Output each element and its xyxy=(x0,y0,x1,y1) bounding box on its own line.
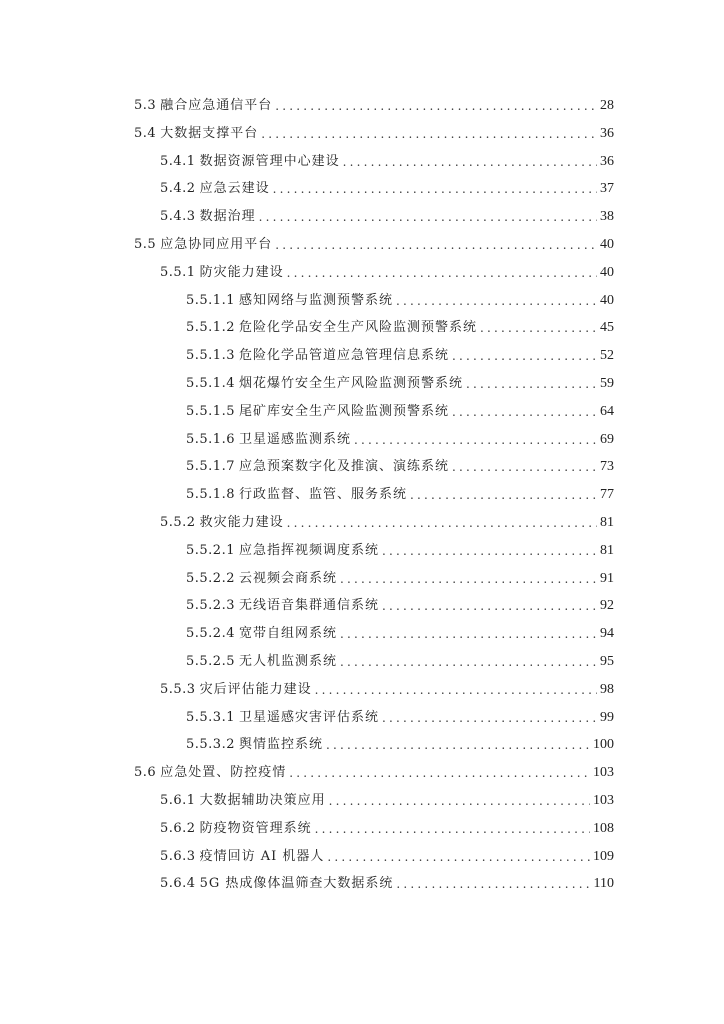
toc-dot-leader xyxy=(287,515,597,531)
toc-entry-number: 5.5.3.1 xyxy=(186,709,235,725)
toc-entry[interactable] xyxy=(186,396,614,420)
toc-entry-number: 5.5.3 xyxy=(160,681,196,697)
toc-entry-page-number: 81 xyxy=(600,542,614,558)
toc-dot-leader xyxy=(382,543,597,559)
toc-dot-leader xyxy=(382,598,597,614)
toc-dot-leader xyxy=(354,432,597,448)
toc-entry[interactable] xyxy=(134,229,614,253)
toc-entry[interactable] xyxy=(160,173,614,197)
toc-entry-page-number: 59 xyxy=(600,376,614,391)
toc-dot-leader xyxy=(287,265,597,281)
toc-entry-title: 灾后评估能力建设 xyxy=(199,681,312,697)
toc-entry-title: 融合应急通信平台 xyxy=(160,98,273,113)
toc-entry-number: 5.6 xyxy=(134,765,157,781)
toc-entry-page-number: 36 xyxy=(600,125,614,141)
toc-entry-page-number: 40 xyxy=(600,237,614,252)
toc-dot-leader xyxy=(410,487,597,503)
toc-entry[interactable] xyxy=(160,201,614,225)
toc-entry-number: 5.5.3.2 xyxy=(186,737,235,753)
toc-dot-leader xyxy=(326,737,590,753)
toc-dot-leader xyxy=(261,126,597,142)
toc-dot-leader xyxy=(382,710,597,726)
toc-dot-leader xyxy=(273,181,597,197)
toc-entry-title: 应急预案数字化及推演、演练系统 xyxy=(238,459,449,475)
toc-entry-page-number: 40 xyxy=(600,292,614,308)
toc-entry-page-number: 38 xyxy=(600,209,614,225)
toc-entry-title: 救灾能力建设 xyxy=(199,515,284,530)
toc-dot-leader xyxy=(340,626,597,642)
toc-entry[interactable] xyxy=(134,90,614,114)
toc-dot-leader xyxy=(327,849,590,865)
toc-entry-number: 5.4 xyxy=(134,125,157,141)
toc-entry-title: 无线语音集群通信系统 xyxy=(238,598,379,614)
toc-entry-page-number: 99 xyxy=(600,709,614,725)
toc-entry[interactable] xyxy=(186,563,614,587)
toc-entry[interactable] xyxy=(186,285,614,309)
toc-dot-leader xyxy=(452,459,597,475)
toc-entry-title: 疫情回访 AI 机器人 xyxy=(199,848,325,864)
toc-entry[interactable] xyxy=(160,257,614,281)
toc-entry[interactable] xyxy=(186,618,614,642)
toc-entry-number: 5.5.2.2 xyxy=(186,570,235,586)
toc-entry-title: 宽带自组网系统 xyxy=(238,626,337,642)
toc-entry-number: 5.6.4 xyxy=(160,876,196,892)
toc-entry[interactable] xyxy=(186,479,614,503)
toc-entry[interactable] xyxy=(186,702,614,726)
toc-entry-page-number: 73 xyxy=(600,459,614,475)
toc-dot-leader xyxy=(466,376,597,392)
toc-entry[interactable] xyxy=(160,868,614,892)
toc-entry-page-number: 28 xyxy=(600,98,614,113)
toc-entry-page-number: 36 xyxy=(600,153,614,169)
toc-dot-leader xyxy=(340,571,597,587)
toc-entry[interactable] xyxy=(186,451,614,475)
toc-entry[interactable] xyxy=(186,312,614,336)
toc-entry[interactable] xyxy=(160,146,614,170)
toc-dot-leader xyxy=(315,682,597,698)
toc-entry-number: 5.5.1.1 xyxy=(186,292,235,308)
toc-entry-title: 烟花爆竹安全生产风险监测预警系统 xyxy=(238,376,463,391)
toc-entry-page-number: 98 xyxy=(600,681,614,697)
toc-entry-title: 数据资源管理中心建设 xyxy=(199,153,340,169)
toc-entry-number: 5.5 xyxy=(134,237,157,252)
toc-entry-number: 5.5.1.6 xyxy=(186,431,235,447)
toc-entry-number: 5.4.3 xyxy=(160,209,196,225)
toc-entry-page-number: 109 xyxy=(593,848,614,864)
toc-entry-page-number: 92 xyxy=(600,598,614,614)
toc-entry-title: 感知网络与监测预警系统 xyxy=(238,292,393,308)
toc-entry-page-number: 108 xyxy=(593,820,614,836)
toc-entry-page-number: 69 xyxy=(600,431,614,447)
toc-entry-title: 危险化学品管道应急管理信息系统 xyxy=(238,348,449,364)
toc-dot-leader xyxy=(480,320,597,336)
toc-entry-page-number: 40 xyxy=(600,264,614,280)
toc-dot-leader xyxy=(329,793,590,809)
toc-entry-title: 大数据辅助决策应用 xyxy=(199,793,326,808)
toc-entry-number: 5.5.2.5 xyxy=(186,654,235,669)
toc-dot-leader xyxy=(452,404,597,420)
toc-entry-number: 5.4.1 xyxy=(160,153,196,169)
toc-entry-number: 5.5.2.3 xyxy=(186,598,235,614)
toc-entry[interactable] xyxy=(186,729,614,753)
toc-entry[interactable] xyxy=(134,118,614,142)
toc-entry-title: 应急云建设 xyxy=(199,181,270,197)
toc-entry-page-number: 91 xyxy=(600,570,614,586)
toc-dot-leader xyxy=(259,209,597,225)
toc-entry-number: 5.5.1.7 xyxy=(186,459,235,475)
toc-entry[interactable] xyxy=(186,340,614,364)
toc-entry-page-number: 81 xyxy=(600,515,614,530)
toc-entry[interactable] xyxy=(134,757,614,781)
toc-entry-number: 5.5.1.4 xyxy=(186,376,235,391)
toc-dot-leader xyxy=(452,348,597,364)
toc-entry-title: 舆情监控系统 xyxy=(238,737,323,753)
toc-entry-page-number: 103 xyxy=(593,793,614,808)
toc-entry-title: 行政监督、监管、服务系统 xyxy=(238,487,407,503)
toc-dot-leader xyxy=(275,237,597,253)
toc-entry[interactable] xyxy=(160,813,614,837)
toc-entry-number: 5.5.1.2 xyxy=(186,320,235,336)
toc-dot-leader xyxy=(275,98,597,114)
toc-entry-number: 5.6.2 xyxy=(160,820,196,836)
toc-entry-page-number: 45 xyxy=(600,320,614,336)
toc-entry[interactable] xyxy=(186,368,614,392)
toc-entry[interactable] xyxy=(186,590,614,614)
toc-entry-title: 危险化学品安全生产风险监测预警系统 xyxy=(238,320,477,336)
toc-entry[interactable] xyxy=(186,424,614,448)
toc-entry-title: 防疫物资管理系统 xyxy=(199,820,312,836)
toc-dot-leader xyxy=(343,154,597,170)
toc-dot-leader xyxy=(396,293,597,309)
toc-entry-title: 防灾能力建设 xyxy=(199,264,284,280)
toc-entry-title: 5G 热成像体温筛查大数据系统 xyxy=(199,876,394,892)
toc-entry-number: 5.5.1.3 xyxy=(186,348,235,364)
toc-dot-leader xyxy=(340,654,597,670)
toc-entry-number: 5.6.1 xyxy=(160,793,196,808)
toc-entry-title: 应急协同应用平台 xyxy=(160,237,273,252)
toc-entry-page-number: 52 xyxy=(600,348,614,364)
toc-entry-page-number: 103 xyxy=(593,765,614,781)
toc-dot-leader xyxy=(396,876,590,892)
toc-entry[interactable] xyxy=(160,674,614,698)
toc-entry-number: 5.6.3 xyxy=(160,848,196,864)
toc-entry[interactable] xyxy=(160,507,614,531)
toc-entry[interactable] xyxy=(186,646,614,670)
toc-entry-number: 5.5.1 xyxy=(160,264,196,280)
toc-entry-page-number: 100 xyxy=(593,737,614,753)
toc-entry-page-number: 94 xyxy=(600,626,614,642)
toc-entry-number: 5.5.1.5 xyxy=(186,403,235,419)
toc-entry-page-number: 110 xyxy=(593,876,614,892)
toc-entry-number: 5.5.2.4 xyxy=(186,626,235,642)
toc-entry-page-number: 37 xyxy=(600,181,614,197)
toc-entry-title: 数据治理 xyxy=(199,209,256,225)
toc-entry-number: 5.5.1.8 xyxy=(186,487,235,503)
toc-entry-number: 5.3 xyxy=(134,98,157,113)
toc-entry[interactable] xyxy=(186,535,614,559)
toc-entry-number: 5.4.2 xyxy=(160,181,196,197)
toc-entry-title: 无人机监测系统 xyxy=(238,654,337,669)
toc-entry-title: 尾矿库安全生产风险监测预警系统 xyxy=(238,403,449,419)
toc-entry-title: 卫星遥感监测系统 xyxy=(238,431,351,447)
toc-entry-page-number: 95 xyxy=(600,654,614,669)
toc-entry-title: 应急处置、防控疫情 xyxy=(160,765,287,781)
toc-entry-title: 大数据支撑平台 xyxy=(160,125,259,141)
toc-entry-title: 应急指挥视频调度系统 xyxy=(238,542,379,558)
toc-entry[interactable] xyxy=(160,841,614,865)
toc-entry-page-number: 77 xyxy=(600,487,614,503)
toc-entry-title: 云视频会商系统 xyxy=(238,570,337,586)
toc-entry-number: 5.5.2 xyxy=(160,515,196,530)
toc-entry-number: 5.5.2.1 xyxy=(186,542,235,558)
toc-entry-page-number: 64 xyxy=(600,403,614,419)
toc-entry-title: 卫星遥感灾害评估系统 xyxy=(238,709,379,725)
toc-entry[interactable] xyxy=(160,785,614,809)
toc-dot-leader xyxy=(289,765,590,781)
toc-dot-leader xyxy=(315,821,590,837)
